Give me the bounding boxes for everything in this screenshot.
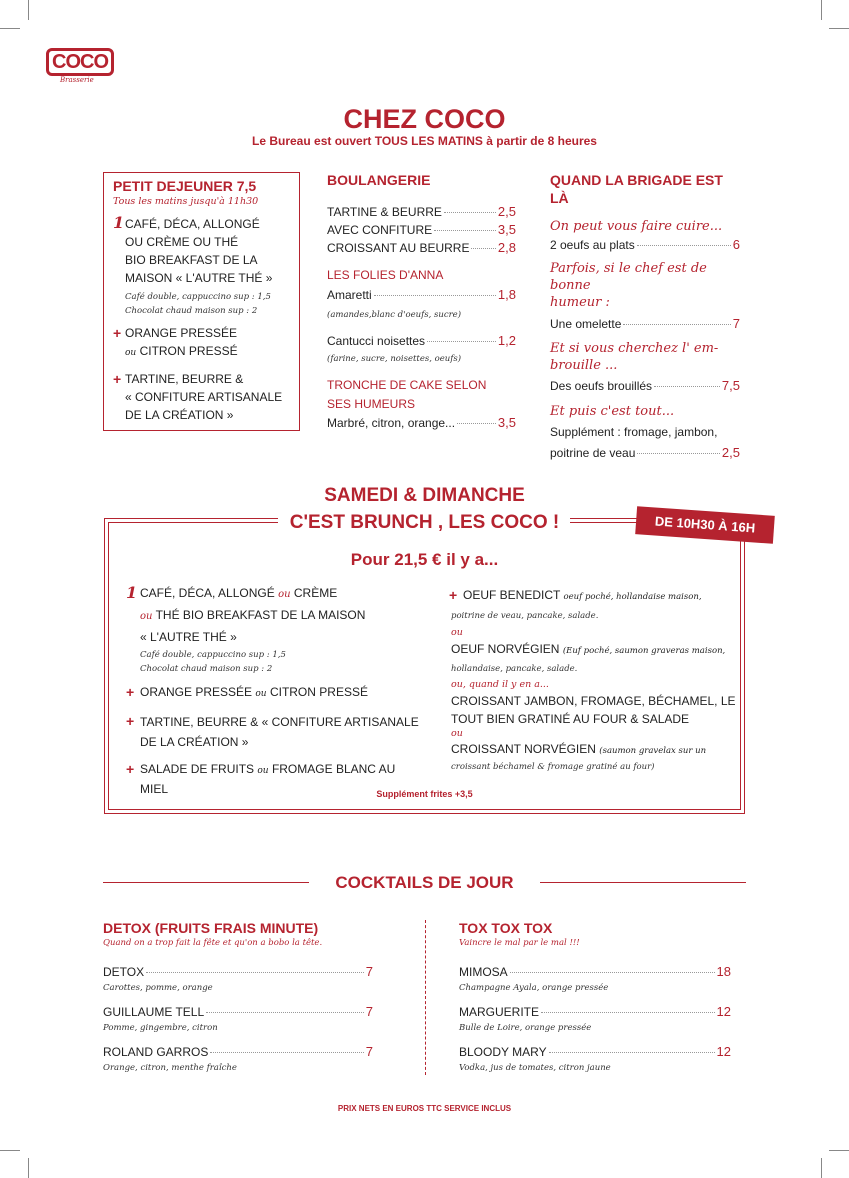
- petit-dejeuner-item-1: [113, 215, 295, 287]
- item-price: 2,5: [497, 204, 516, 219]
- crop-mark: [0, 28, 20, 29]
- plus-mark: +: [126, 684, 135, 700]
- cocktail-row: [103, 1003, 373, 1021]
- item-label: DETOX: [103, 965, 145, 979]
- brigade-heading: [550, 340, 740, 374]
- cocktail-row: [103, 963, 373, 981]
- item-label: CROISSANT AU BEURRE: [327, 241, 470, 255]
- crop-mark: [28, 0, 29, 20]
- crop-mark: [821, 0, 822, 20]
- item-line: SALADE DE FRUITS: [140, 762, 255, 776]
- item-line: DE LA CRÉATION »: [140, 735, 249, 749]
- crop-mark: [829, 1150, 849, 1151]
- item-price: 1,2: [497, 333, 516, 348]
- item-price: 2,5: [721, 445, 740, 460]
- brunch-item-3: [126, 712, 426, 752]
- crop-mark: [28, 1158, 29, 1178]
- cocktail-row: [103, 1043, 373, 1061]
- item-line: TOUT BIEN GRATINÉ AU FOUR & SALADE: [451, 712, 690, 726]
- crop-mark: [829, 28, 849, 29]
- brunch-item-benedict: [451, 586, 736, 606]
- or-word: ou: [125, 348, 137, 358]
- heading-line: Et si vous cherchez l' em-: [550, 341, 719, 356]
- plus-mark: +: [449, 587, 458, 603]
- item-note: Bulle de Loire, orange pressée: [459, 1023, 592, 1033]
- item-line: « CONFITURE ARTISANALE: [125, 390, 283, 404]
- or-word: ou: [255, 689, 267, 699]
- petit-dejeuner-title: PETIT DEJEUNER 7,5: [113, 178, 257, 194]
- cocktail-row: [459, 1043, 731, 1061]
- item-label: Cantucci noisettes: [327, 334, 426, 348]
- brunch-item-norvegien: [451, 640, 736, 660]
- menu-row: [327, 286, 516, 304]
- item-line: ORANGE PRESSÉE: [125, 326, 238, 340]
- item-note: Pomme, gingembre, citron: [103, 1023, 218, 1033]
- item-note: (amandes,blanc d'oeufs, sucre): [327, 310, 462, 320]
- item-label: poitrine de veau: [550, 446, 636, 460]
- petit-dejeuner-section: [113, 177, 295, 424]
- item-label: ROLAND GARROS: [103, 1045, 209, 1059]
- cocktail-row: [459, 963, 731, 981]
- item-price: 7: [365, 1044, 373, 1059]
- brunch-left-column: [126, 584, 426, 798]
- item-label: MIMOSA: [459, 965, 508, 979]
- plus-mark: +: [113, 371, 122, 387]
- tox-title: TOX TOX TOX: [459, 920, 553, 936]
- item-label: AVEC CONFITURE: [327, 223, 433, 237]
- brigade-heading: On peut vous faire cuire...: [550, 219, 723, 234]
- item-price: 12: [716, 1004, 731, 1019]
- brunch-supplement: Supplément frites +3,5: [376, 789, 473, 799]
- tronche-title: [327, 376, 516, 414]
- item-label: Des oeufs brouillés: [550, 379, 653, 393]
- item-note: croissant béchamel & fromage gratiné au four): [451, 762, 655, 772]
- cocktail-row: [459, 1003, 731, 1021]
- item-line: CRÈME: [293, 586, 338, 600]
- plus-mark: +: [113, 325, 122, 341]
- item-note: poitrine de veau, pancake, salade.: [451, 611, 599, 621]
- item-note: (Euf poché, saumon graveras maison,: [562, 646, 726, 656]
- item-price: 2,8: [497, 240, 516, 255]
- item-price: 12: [716, 1044, 731, 1059]
- brunch-title-2: C'EST BRUNCH , LES COCO !: [289, 512, 560, 533]
- item-line: MAISON « L'AUTRE THÉ »: [125, 271, 273, 285]
- item-note: Orange, citron, menthe fraîche: [103, 1063, 237, 1073]
- detox-note: Quand on a trop fait la fête et qu'on a bobo la tête.: [103, 938, 323, 948]
- menu-row: [550, 444, 740, 462]
- item-price: 3,5: [497, 415, 516, 430]
- item-price: 7: [732, 316, 740, 331]
- item-price: 3,5: [497, 222, 516, 237]
- logo-word: COCO: [46, 48, 114, 76]
- item-note: Vodka, jus de tomates, citron jaune: [459, 1063, 611, 1073]
- plus-mark: +: [126, 761, 135, 777]
- item-line: CITRON PRESSÉ: [269, 685, 368, 699]
- item-line: TARTINE, BEURRE &: [125, 372, 244, 386]
- brunch-price-line: Pour 21,5 € il y a...: [350, 550, 499, 569]
- menu-row: [327, 221, 516, 239]
- item-line: « L'AUTRE THÉ »: [140, 630, 237, 644]
- item-note: Chocolat chaud maison sup : 2: [140, 664, 273, 674]
- menu-row: [550, 236, 740, 254]
- column-divider: [425, 920, 426, 1075]
- or-word: ou: [140, 611, 153, 622]
- menu-row: [550, 377, 740, 395]
- item-line: CROISSANT NORVÉGIEN: [451, 742, 596, 756]
- item-line: OEUF NORVÉGIEN: [451, 642, 560, 656]
- crop-mark: [821, 1158, 822, 1178]
- item-price: 6: [732, 237, 740, 252]
- brunch-title-1: SAMEDI & DIMANCHE: [324, 485, 525, 506]
- item-note: Champagne Ayala, orange pressée: [459, 983, 609, 993]
- item-note: Café double, cappuccino sup : 1,5: [125, 292, 271, 302]
- item-price: 7,5: [721, 378, 740, 393]
- tox-section: [459, 919, 731, 1075]
- folies-title: LES FOLIES D'ANNA: [327, 268, 444, 282]
- item-label: GUILLAUME TELL: [103, 1005, 205, 1019]
- menu-row: [327, 239, 516, 257]
- item-line: BIO BREAKFAST DE LA: [125, 253, 258, 267]
- menu-row: [327, 414, 516, 432]
- item-note: (saumon gravelax sur un: [599, 746, 707, 756]
- or-word: ou: [451, 728, 463, 739]
- page-title: CHEZ COCO: [343, 104, 506, 134]
- menu-row: [550, 315, 740, 333]
- item-line: CAFÉ, DÉCA, ALLONGÉ: [125, 217, 260, 231]
- heading-line: Parfois, si le chef est de bonne: [550, 261, 707, 293]
- item-line: CAFÉ, DÉCA, ALLONGÉ: [140, 586, 275, 600]
- item-price: 1,8: [497, 287, 516, 302]
- item-note: Carottes, pomme, orange: [103, 983, 213, 993]
- brunch-hours-badge: DE 10H30 À 16H: [635, 506, 775, 544]
- item-line: TARTINE, BEURRE & « CONFITURE ARTISANALE: [140, 715, 419, 729]
- item-note: hollandaise, pancake, salade.: [451, 664, 578, 674]
- logo-subtitle: Brasserie: [60, 76, 94, 84]
- item-price: 7: [365, 964, 373, 979]
- brand-logo: [46, 48, 106, 84]
- brunch-item-croissant-norvegien: [451, 740, 736, 760]
- item-line: CROISSANT JAMBON, FROMAGE, BÉCHAMEL, LE: [451, 694, 736, 708]
- brunch-item-croissant-jambon: [451, 692, 736, 728]
- item-note: Chocolat chaud maison sup : 2: [125, 306, 258, 316]
- brunch-right-column: [451, 586, 736, 774]
- brigade-section: [550, 171, 740, 462]
- item-label: Supplément : fromage, jambon,: [550, 425, 718, 439]
- item-line: ORANGE PRESSÉE: [140, 685, 253, 699]
- item-label: MARGUERITE: [459, 1005, 540, 1019]
- tronche-title-line: TRONCHE DE CAKE SELON: [327, 378, 487, 392]
- heading-line: brouille ...: [550, 358, 618, 373]
- item-price: 7: [365, 1004, 373, 1019]
- or-when-available: ou, quand il y en a...: [451, 679, 549, 690]
- item-line: FROMAGE BLANC AU MIEL: [140, 762, 396, 796]
- petit-dejeuner-item-3: [113, 370, 295, 424]
- item-label: TARTINE & BEURRE: [327, 205, 442, 219]
- detox-section: [103, 919, 373, 1075]
- petit-dejeuner-item-2: [113, 324, 295, 362]
- brunch-item-1: [126, 584, 426, 604]
- brigade-heading: Et puis c'est tout...: [550, 404, 675, 419]
- item-label: 2 oeufs au plats: [550, 238, 635, 252]
- number-one-mark: 1: [126, 583, 138, 602]
- or-word: ou: [451, 627, 463, 638]
- detox-title: DETOX (FRUITS FRAIS MINUTE): [103, 920, 319, 936]
- item-label: Une omelette: [550, 317, 622, 331]
- item-line: OEUF BENEDICT: [463, 588, 561, 602]
- item-line: CITRON PRESSÉ: [139, 344, 238, 358]
- tronche-title-line: SES HUMEURS: [327, 397, 416, 411]
- crop-mark: [0, 1150, 20, 1151]
- heading-line: humeur :: [550, 295, 610, 310]
- footer-note: PRIX NETS EN EUROS TTC SERVICE INCLUS: [337, 1104, 512, 1113]
- brigade-heading: [550, 260, 740, 311]
- item-line: OU CRÈME OU THÉ: [125, 235, 239, 249]
- menu-row: [327, 203, 516, 221]
- brunch-item-2: [126, 683, 426, 703]
- plus-mark: +: [126, 713, 135, 729]
- boulangerie-section: [327, 171, 516, 432]
- item-label: BLOODY MARY: [459, 1045, 547, 1059]
- number-one-mark: 1: [113, 213, 125, 232]
- item-line: DE LA CRÉATION »: [125, 408, 234, 422]
- item-line: THÉ BIO BREAKFAST DE LA MAISON: [155, 608, 366, 622]
- brigade-title: QUAND LA BRIGADE EST LÀ: [550, 172, 723, 206]
- boulangerie-title: BOULANGERIE: [327, 172, 431, 188]
- tox-note: Vaincre le mal par le mal !!!: [459, 938, 580, 948]
- cocktails-title: COCKTAILS DE JOUR: [335, 873, 514, 892]
- item-label: Amaretti: [327, 288, 372, 302]
- item-note: oeuf poché, hollandaise maison,: [563, 592, 702, 602]
- brunch-item-1-line: [126, 606, 426, 626]
- petit-dejeuner-note: Tous les matins jusqu'à 11h30: [113, 196, 259, 207]
- page-subtitle: Le Bureau est ouvert TOUS LES MATINS à partir de 8 heures: [252, 134, 597, 148]
- item-note: Café double, cappuccino sup : 1,5: [140, 650, 286, 660]
- or-word: ou: [257, 766, 269, 776]
- item-note: (farine, sucre, noisettes, oeufs): [327, 354, 462, 364]
- item-price: 18: [716, 964, 731, 979]
- menu-row: [327, 332, 516, 350]
- item-label: Marbré, citron, orange...: [327, 416, 456, 430]
- or-word: ou: [278, 589, 291, 600]
